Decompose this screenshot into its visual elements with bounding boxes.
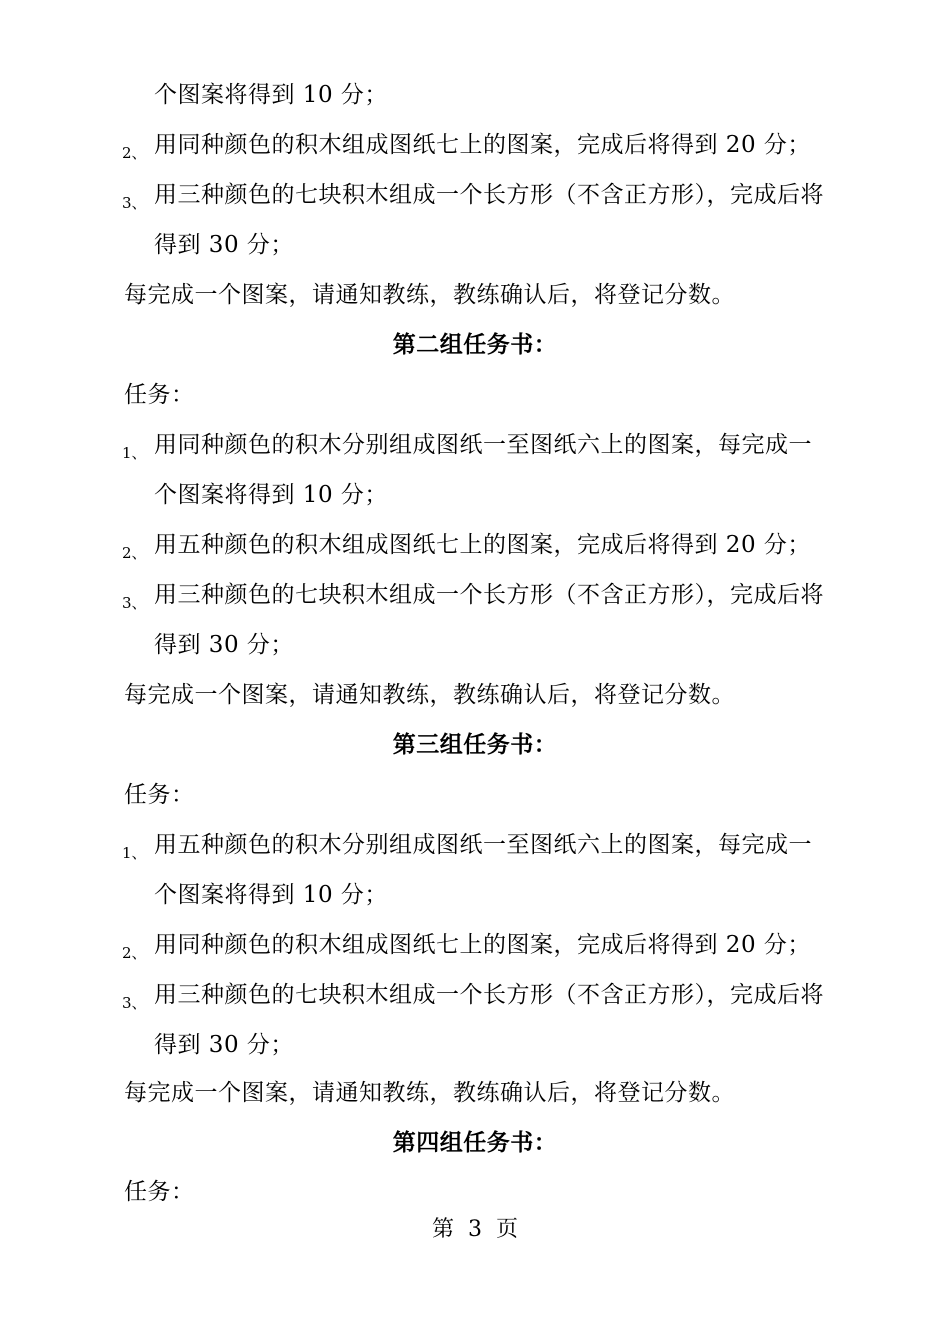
group3-note: 每完成一个图案，请通知教练，教练确认后，将登记分数。 bbox=[124, 1080, 735, 1106]
group2-item2-text: 用五种颜色的积木组成图纸七上的图案，完成后将得到 20 分； bbox=[154, 532, 811, 558]
group3-task-label: 任务： bbox=[124, 782, 195, 808]
group3-heading: 第三组任务书： bbox=[392, 731, 558, 758]
group3-item3-number: 3、 bbox=[122, 994, 147, 1012]
group2-item3-continuation: 得到 30 分； bbox=[154, 632, 294, 658]
group3-item1-text: 用五种颜色的积木分别组成图纸一至图纸六上的图案，每完成一 bbox=[154, 832, 812, 858]
cont-item2-number: 2、 bbox=[122, 144, 147, 162]
group3-item3-continuation: 得到 30 分； bbox=[154, 1032, 294, 1058]
group2-item1-continuation: 个图案将得到 10 分； bbox=[154, 482, 388, 508]
cont-note: 每完成一个图案，请通知教练，教练确认后，将登记分数。 bbox=[124, 282, 735, 308]
cont-item3-text: 用三种颜色的七块积木组成一个长方形（不含正方形），完成后将 bbox=[154, 182, 824, 208]
cont-item2-text: 用同种颜色的积木组成图纸七上的图案，完成后将得到 20 分； bbox=[154, 132, 811, 158]
group3-item2-text: 用同种颜色的积木组成图纸七上的图案，完成后将得到 20 分； bbox=[154, 932, 811, 958]
group2-item2-number: 2、 bbox=[122, 544, 147, 562]
cont-item3-number: 3、 bbox=[122, 194, 147, 212]
cont-item3-continuation: 得到 30 分； bbox=[154, 232, 294, 258]
group2-note: 每完成一个图案，请通知教练，教练确认后，将登记分数。 bbox=[124, 682, 735, 708]
group2-item3-text: 用三种颜色的七块积木组成一个长方形（不含正方形），完成后将 bbox=[154, 582, 824, 608]
group3-item3-text: 用三种颜色的七块积木组成一个长方形（不含正方形），完成后将 bbox=[154, 982, 824, 1008]
group3-item1-continuation: 个图案将得到 10 分； bbox=[154, 882, 388, 908]
group2-heading: 第二组任务书： bbox=[392, 331, 558, 358]
group4-heading: 第四组任务书： bbox=[392, 1129, 558, 1156]
group2-item1-number: 1、 bbox=[122, 444, 147, 462]
group2-task-label: 任务： bbox=[124, 382, 195, 408]
cont-item1-continuation: 个图案将得到 10 分； bbox=[154, 82, 388, 108]
group2-item3-number: 3、 bbox=[122, 594, 147, 612]
group2-item1-text: 用同种颜色的积木分别组成图纸一至图纸六上的图案，每完成一 bbox=[154, 432, 812, 458]
page-number: 第 3 页 bbox=[432, 1217, 518, 1242]
group3-item2-number: 2、 bbox=[122, 944, 147, 962]
group3-item1-number: 1、 bbox=[122, 844, 147, 862]
group4-task-label: 任务： bbox=[124, 1179, 195, 1205]
